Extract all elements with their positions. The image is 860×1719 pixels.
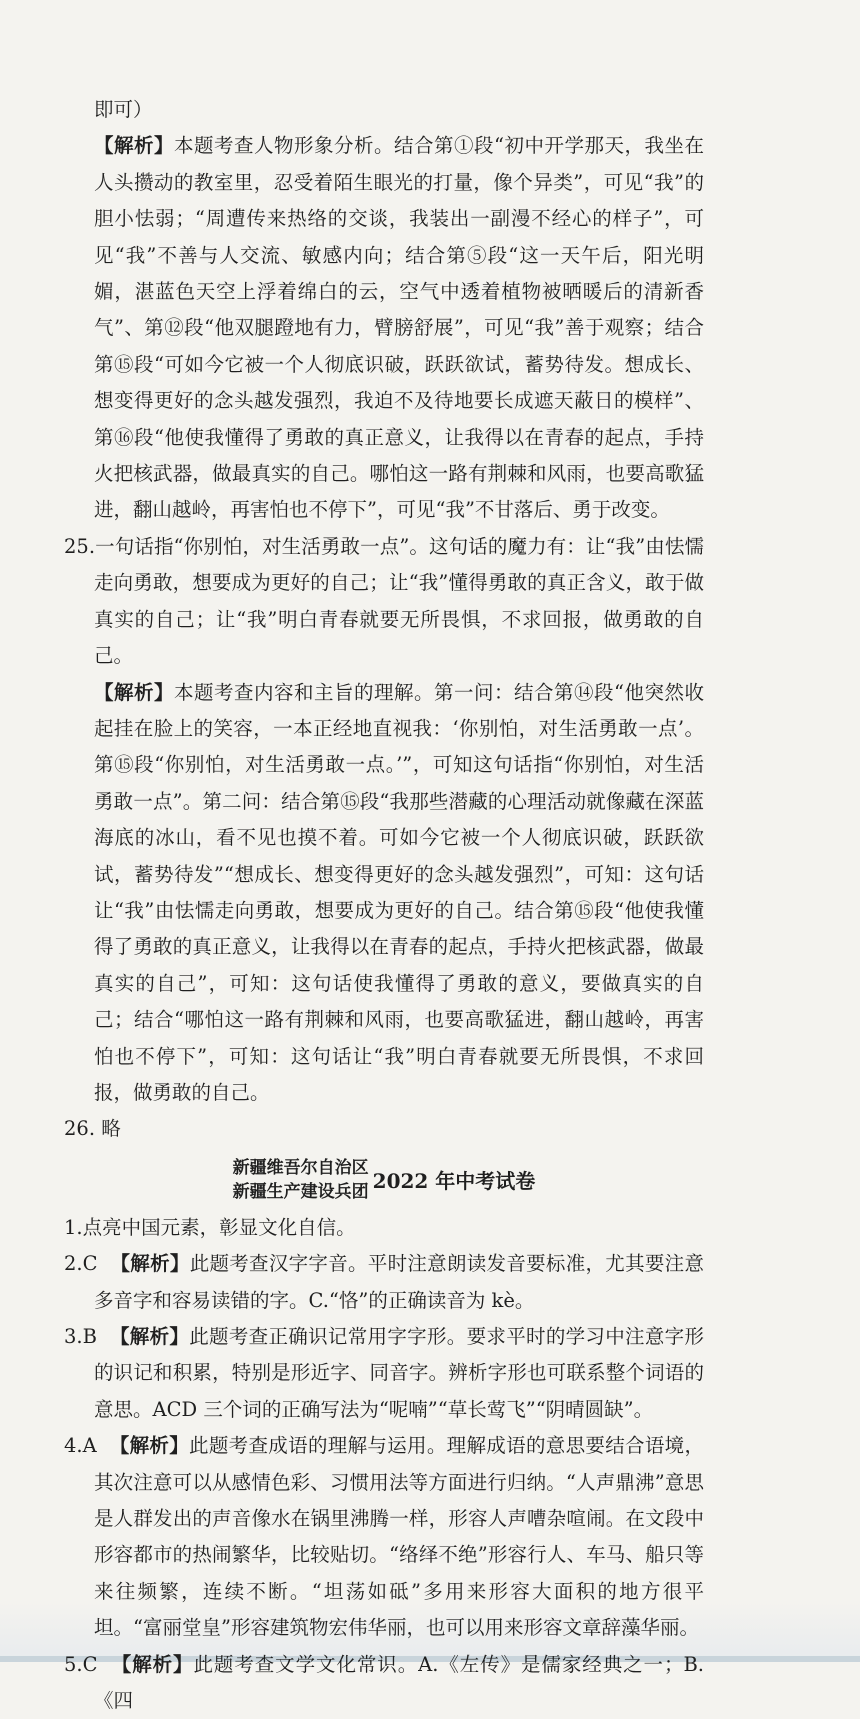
- item-answer: C: [82, 1252, 98, 1276]
- exam-title-main: 2022 年中考试卷: [372, 1169, 536, 1194]
- item-answer: C: [82, 1652, 98, 1676]
- exam-region: [233, 1156, 369, 1204]
- q25-answer-text: 一句话指“你别怕，对生活勇敢一点”。这句话的魔力有：让“我”由怯懦走向勇敢，想要成为更好的自己；让“我”懂得勇敢的真正含义，敢于做真实的自己；让“我”明白青春就要无所畏惧，不求回报，做勇敢的自己。: [94, 534, 704, 668]
- item-3: [64, 1319, 704, 1428]
- item-text: 此题考查正确识记常用字字形。要求平时的学习中注意字形的识记和积累，特别是形近字、同音字。辨析字形也可联系整个词语的意思。ACD 三个词的正确写法为“呢喃”“草长莺飞”“阴晴圆缺”。: [94, 1325, 704, 1421]
- analysis-tag: 【解析】: [109, 1434, 190, 1458]
- exam-title: [64, 1156, 704, 1204]
- item-number: 4.: [64, 1434, 83, 1458]
- item-answer: B: [82, 1325, 97, 1348]
- q24-analysis: [64, 128, 704, 528]
- item-number: 3.: [64, 1325, 83, 1348]
- item-2: [64, 1246, 704, 1319]
- item-answer: A: [82, 1434, 97, 1458]
- q25-number: 25.: [64, 534, 96, 558]
- item-text: 此题考查成语的理解与运用。理解成语的意思要结合语境，其次注意可以从感情色彩、习惯用法等方面进行归纳。“人声鼎沸”意思是人群发出的声音像水在锅里沸腾一样，形容人声嘈杂喧闹。在文段中形容都市的热闹繁华，比较贴切。“络绎不绝”形容行人、车马、船只等来往频繁，连续不断。“坦荡如砥”多用来形容大面积的地方很平坦。“富丽堂皇”形容建筑物宏伟华丽，也可以用来形容文章辞藻华丽。: [94, 1434, 704, 1640]
- exam-region-line2: 新疆生产建设兵团: [232, 1181, 369, 1202]
- q25-analysis: [64, 675, 704, 1112]
- exam-region-line1: 新疆维吾尔自治区: [232, 1157, 369, 1178]
- q25-answer: [64, 529, 704, 675]
- analysis-tag: 【解析】: [110, 1252, 190, 1276]
- item-5: [64, 1647, 704, 1719]
- q25-analysis-text: 本题考查内容和主旨的理解。第一问：结合第⑭段“他突然收起挂在脸上的笑容，一本正经地直视我：‘你别怕，对生活勇敢一点’。第⑮段“你别怕，对生活勇敢一点。’”，可知这句话指“你别怕，对生活勇敢一点”。第二问：结合第⑮段“我那些潜藏的心理活动就像藏在深蓝海底的冰山，看不见也摸不着。可如今它被一个人彻底识破，跃跃欲试，蓄势待发”“想成长、想变得更好的念头越发强烈”，可知：这句话让“我”由怯懦走向勇敢，想要成为更好的自己。结合第⑮段“他使我懂得了勇敢的真正意义，让我得以在青春的起点，手持火把核武器，做最真实的自己”，可知：这句话使我懂得了勇敢的意义，要做真实的自己；结合“哪怕这一路有荆棘和风雨，也要高歌猛进，翻山越岭，再害怕也不停下”，可知：这句话让“我”明白青春就要无所畏惧，不求回报，做勇敢的自己。: [94, 680, 704, 1104]
- analysis-tag: 【解析】: [111, 1652, 194, 1676]
- analysis-tag: 【解析】: [109, 1325, 190, 1348]
- item-text: 此题考查汉字字音。平时注意朗读发音要标准，尤其要注意多音字和容易读错的字。C.“恪”的正确读音为 kè。: [94, 1252, 704, 1312]
- item-4: [64, 1428, 704, 1646]
- analysis-tag: 【解析】: [94, 134, 175, 158]
- item-text: 此题考查文学文化常识。A.《左传》是儒家经典之一；B.《四: [94, 1652, 704, 1713]
- q26-answer: 26. 略: [64, 1117, 121, 1141]
- item-number: 1.: [64, 1215, 83, 1239]
- item-1: [64, 1210, 704, 1246]
- analysis-tag: 【解析】: [94, 680, 175, 704]
- content: [64, 92, 704, 1719]
- top-tail-text: 即可）: [94, 98, 153, 121]
- item-number: 5.: [64, 1652, 83, 1676]
- item-number: 2.: [64, 1252, 83, 1276]
- q24-analysis-text: 本题考查人物形象分析。结合第①段“初中开学那天，我坐在人头攒动的教室里，忍受着陌生眼光的打量，像个异类”，可见“我”的胆小怯弱；“周遭传来热络的交谈，我装出一副漫不经心的样子”，可见“我”不善与人交流、敏感内向；结合第⑤段“这一天午后，阳光明媚，湛蓝色天空上浮着绵白的云，空气中透着植物被晒暖后的清新香气”、第⑫段“他双腿蹬地有力，臂膀舒展”，可见“我”善于观察；结合第⑮段“可如今它被一个人彻底识破，跃跃欲试，蓄势待发。想成长、想变得更好的念头越发强烈，我迫不及待地要长成遮天蔽日的模样”、第⑯段“他使我懂得了勇敢的真正意义，让我得以在青春的起点，手持火把核武器，做最真实的自己。哪怕这一路有荆棘和风雨，也要高歌猛进，翻山越岭，再害怕也不停下”，可见“我”不甘落后、勇于改变。: [94, 134, 704, 522]
- item-text: 点亮中国元素，彰显文化自信。: [82, 1215, 356, 1239]
